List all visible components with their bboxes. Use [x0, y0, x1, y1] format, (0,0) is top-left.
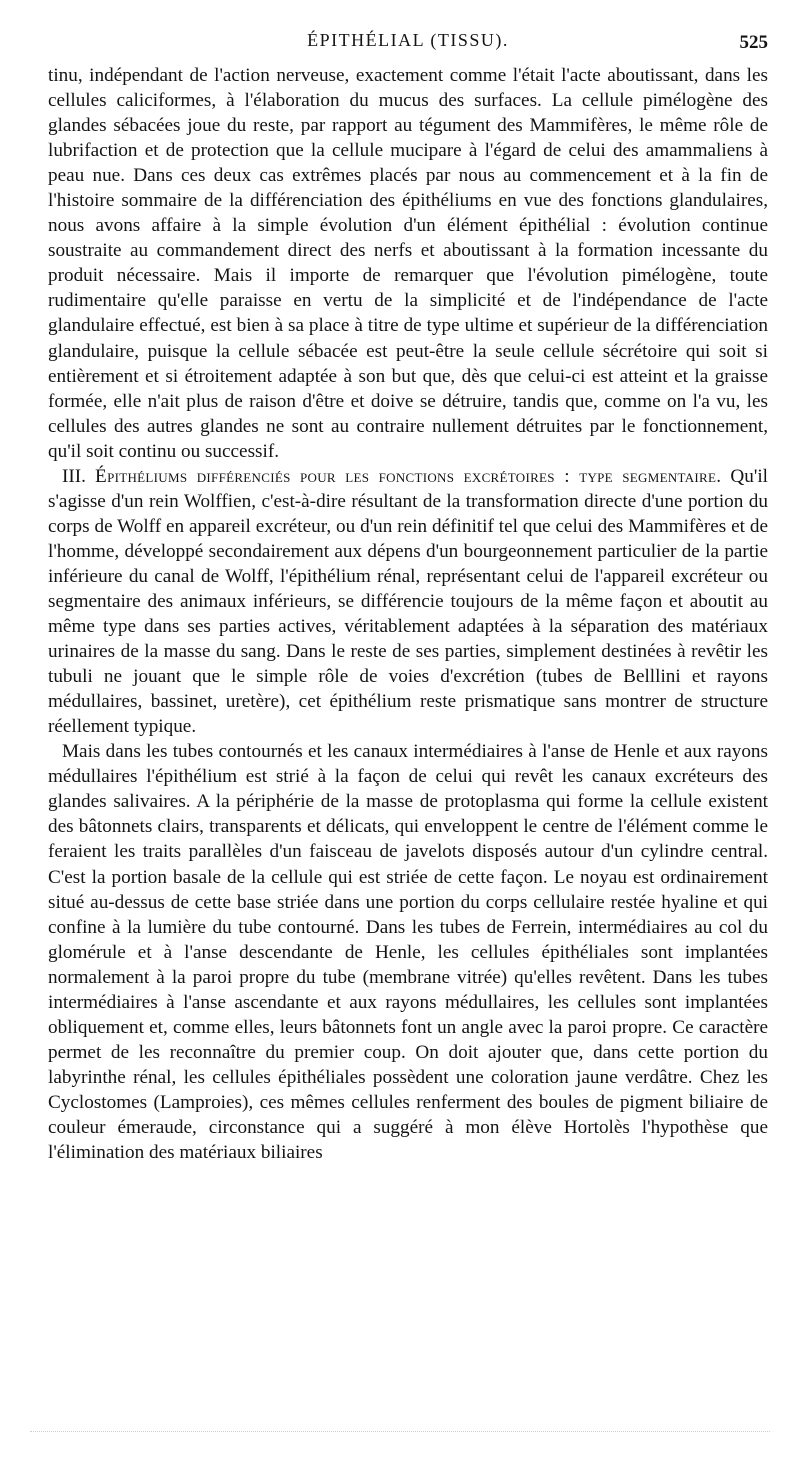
paragraph-renal-epithelium: Mais dans les tubes contournés et les canaux intermédiaires à l'anse de Henle et aux rayons médullaires l'épithélium est strié à la façon de celui qui revêt les canaux excréteurs des glandes salivaires. A la périphérie de la masse de protoplasma qui forme la cellule existent des bâtonnets clairs, transparents et délicats, qui enveloppent le centre de l'élément comme le feraient les traits parallèles d'un faisceau de javelots disposés autour d'un cylindre central. C'est la portion basale de la cellule qui est striée de cette façon. Le noyau est ordinairement situé au-dessus de cette base striée dans une portion du corps cellulaire restée hyaline et qui confine à la lumière du tube contourné. Dans les tubes de Ferrein, intermédiaires au col du glomérule et à l'anse descendante de Henle, les cellules épithéliales sont implantées normalement à la paroi propre du tube (membrane vitrée) qu'elles revêtent. Dans les tubes intermédiaires à l'anse ascendante et aux rayons médullaires, les cellules sont implantées obliquement et, comme elles, leurs bâtonnets font un angle avec la paroi propre. Ce caractère permet de les reconnaître du premier coup. On doit ajouter que, dans cette portion du labyrinthe rénal, les cellules épithéliales possèdent une coloration jaune verdâtre. Chez les Cyclostomes (Lamproies), ces mêmes cellules renferment des boules de pigment biliaire de couleur émeraude, circonstance qui a suggéré à mon élève Hortolès l'hypothèse que l'élimination des matériaux biliaires — [48, 741, 768, 1164]
page-number: 525 — [739, 32, 768, 53]
paragraph-section-iii — [48, 464, 768, 740]
section-heading: Épithéliums différenciés pour les fonctions excrétoires : type segmentaire. — [95, 465, 722, 487]
paragraph-continuation: tinu, indépendant de l'action nerveuse, exactement comme l'était l'acte aboutissant, dans les cellules caliciformes, à l'élaboration du mucus des surfaces. La cellule pimélogène des glandes sébacées joue du reste, par rapport au tégument des Mammifères, le même rôle de lubrifaction et de protection que la cellule mucipare à l'égard de celui des amammaliens à peau nue. Dans ces deux cas extrêmes placés par nous au commencement et à la fin de l'histoire sommaire de la différenciation des épithéliums en vue des fonctions glandulaires, nous avons affaire à la simple évolution d'un élément épithélial : évolution continue soustraite au commandement direct des nerfs et aboutissant à la formation incessante du produit nécessaire. Mais il importe de remarquer que l'évolution pimélogène, toute rudimentaire qu'elle paraisse en vertu de la simplicité et de l'indépendance de l'acte glandulaire effectué, est bien à sa place à titre de type ultime et supérieur de la différenciation glandulaire, puisque la cellule sébacée est peut-être la seule cellule sécrétoire qui soit si entièrement et si étroitement adaptée à son but que, dès que celui-ci est atteint et la graisse formée, elle n'ait plus de raison d'être et doive se détruire, tandis que, comme on l'a vu, les cellules des autres glandes ne sont au contraire nullement détruites par le fonctionnement, qu'il soit continu ou successif. — [48, 65, 768, 462]
section-number: III. — [62, 465, 86, 487]
body-text — [48, 63, 768, 1165]
running-head: ÉPITHÉLIAL (TISSU). — [307, 30, 509, 50]
page-header — [48, 30, 768, 60]
section-text: Qu'il s'agisse d'un rein Wolffien, c'est-à-dire résultant de la transformation directe d'une portion du corps de Wolff en appareil excréteur, ou d'un rein définitif tel que celui des Mammifères et de l'homme, développé secondairement aux dépens d'un bourgeonnement particulier de la partie inférieure du canal de Wolff, l'épithélium rénal, représentant celui de l'appareil excréteur ou segmentaire des animaux inférieurs, se différencie toujours de la même façon et aboutit au même type dans ses parties actives, véritablement adaptées à la séparation des matériaux urinaires de la masse du sang. Dans le reste de ses parties, simplement destinées à revêtir les tubuli ne jouant que le simple rôle de voies d'excrétion (tubes de Belllini et rayons médullaires, bassinet, uretère), cet épithélium reste prismatique sans montrer de structure réellement typique. — [48, 465, 768, 738]
page-bottom-scan-marks — [30, 1431, 770, 1436]
